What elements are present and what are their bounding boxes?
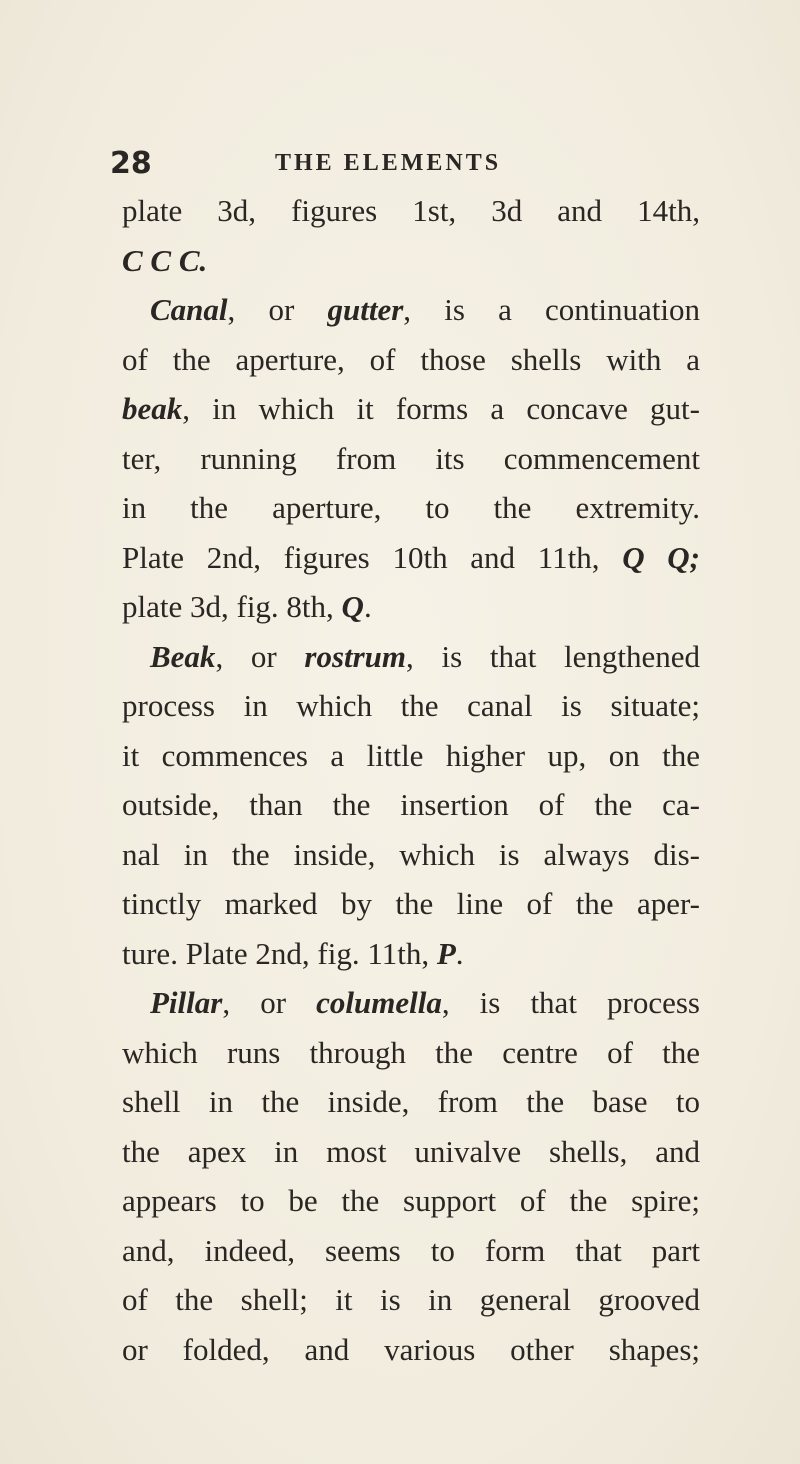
text-line <box>122 384 700 434</box>
text-run: process in which the canal is situate; <box>122 688 700 723</box>
text-line <box>122 731 700 781</box>
text-run: outside, than the insertion of the ca- <box>122 787 700 822</box>
running-head: THE ELEMENTS <box>275 150 502 176</box>
text-line <box>122 434 700 484</box>
text-line <box>122 1325 700 1375</box>
text-line <box>122 236 700 286</box>
text-line <box>122 978 700 1028</box>
text-line <box>122 1176 700 1226</box>
emphasized-term: beak <box>122 391 183 426</box>
text-run: , is that process <box>441 985 700 1020</box>
text-line <box>122 632 700 682</box>
text-run: in the aperture, to the extremity. <box>122 490 700 525</box>
text-run: , or <box>215 638 305 674</box>
text-run: ter, running from its commencement <box>122 440 700 476</box>
body-text <box>122 186 700 1374</box>
text-run: , is that lengthened <box>406 638 700 674</box>
text-line <box>122 1077 700 1127</box>
text-line <box>122 830 700 880</box>
text-run: or folded, and various other shapes; <box>122 1331 700 1367</box>
text-line <box>122 929 700 979</box>
text-run: , or <box>227 292 328 327</box>
text-line <box>122 1028 700 1078</box>
text-run: , in which it forms a concave gut- <box>182 391 700 426</box>
text-line <box>122 1127 700 1177</box>
emphasized-term: gutter <box>327 292 404 327</box>
text-line <box>122 681 700 731</box>
text-run: . <box>363 589 372 624</box>
emphasized-term: Canal <box>150 292 228 327</box>
text-run: of the aperture, of those shells with a <box>122 341 700 377</box>
text-run: nal in the inside, which is always dis- <box>122 836 700 872</box>
text-run: Plate 2nd, figures 10th and 11th, <box>122 539 623 575</box>
text-line <box>122 285 700 335</box>
emphasized-term: Q Q; <box>622 539 700 575</box>
emphasized-term: rostrum <box>304 638 407 674</box>
text-run: tinctly marked by the line of the aper- <box>122 886 700 921</box>
text-line <box>122 582 700 632</box>
text-run: ture. Plate 2nd, fig. 11th, <box>122 935 437 971</box>
emphasized-term: Pillar <box>150 985 223 1020</box>
text-run: it commences a little higher up, on the <box>122 737 700 773</box>
emphasized-term: Q <box>341 589 364 624</box>
text-run: of the shell; it is in general grooved <box>122 1282 700 1317</box>
text-line <box>122 483 700 533</box>
text-line <box>122 1275 700 1325</box>
text-line <box>122 186 700 236</box>
text-run: which runs through the centre of the <box>122 1034 700 1070</box>
text-line <box>122 335 700 385</box>
emphasized-term: P <box>436 935 456 971</box>
emphasized-term: Beak <box>150 638 216 674</box>
emphasized-term: C C C. <box>122 242 208 278</box>
text-run: , is a continuation <box>403 292 700 327</box>
text-run: appears to be the support of the spire; <box>122 1183 700 1218</box>
text-run: shell in the inside, from the base to <box>122 1084 700 1119</box>
page-number: 28 <box>110 146 152 181</box>
page-header <box>110 146 710 186</box>
text-run: and, indeed, seems to form that part <box>122 1232 700 1268</box>
text-run: . <box>455 935 464 971</box>
text-line <box>122 1226 700 1276</box>
text-line <box>122 533 700 583</box>
emphasized-term: columella <box>316 985 442 1020</box>
text-run: the apex in most univalve shells, and <box>122 1133 700 1169</box>
text-line <box>122 780 700 830</box>
text-line <box>122 879 700 929</box>
text-run: plate 3d, fig. 8th, <box>122 589 342 624</box>
text-run: , or <box>222 985 317 1020</box>
text-run: plate 3d, figures 1st, 3d and 14th, <box>122 193 700 228</box>
